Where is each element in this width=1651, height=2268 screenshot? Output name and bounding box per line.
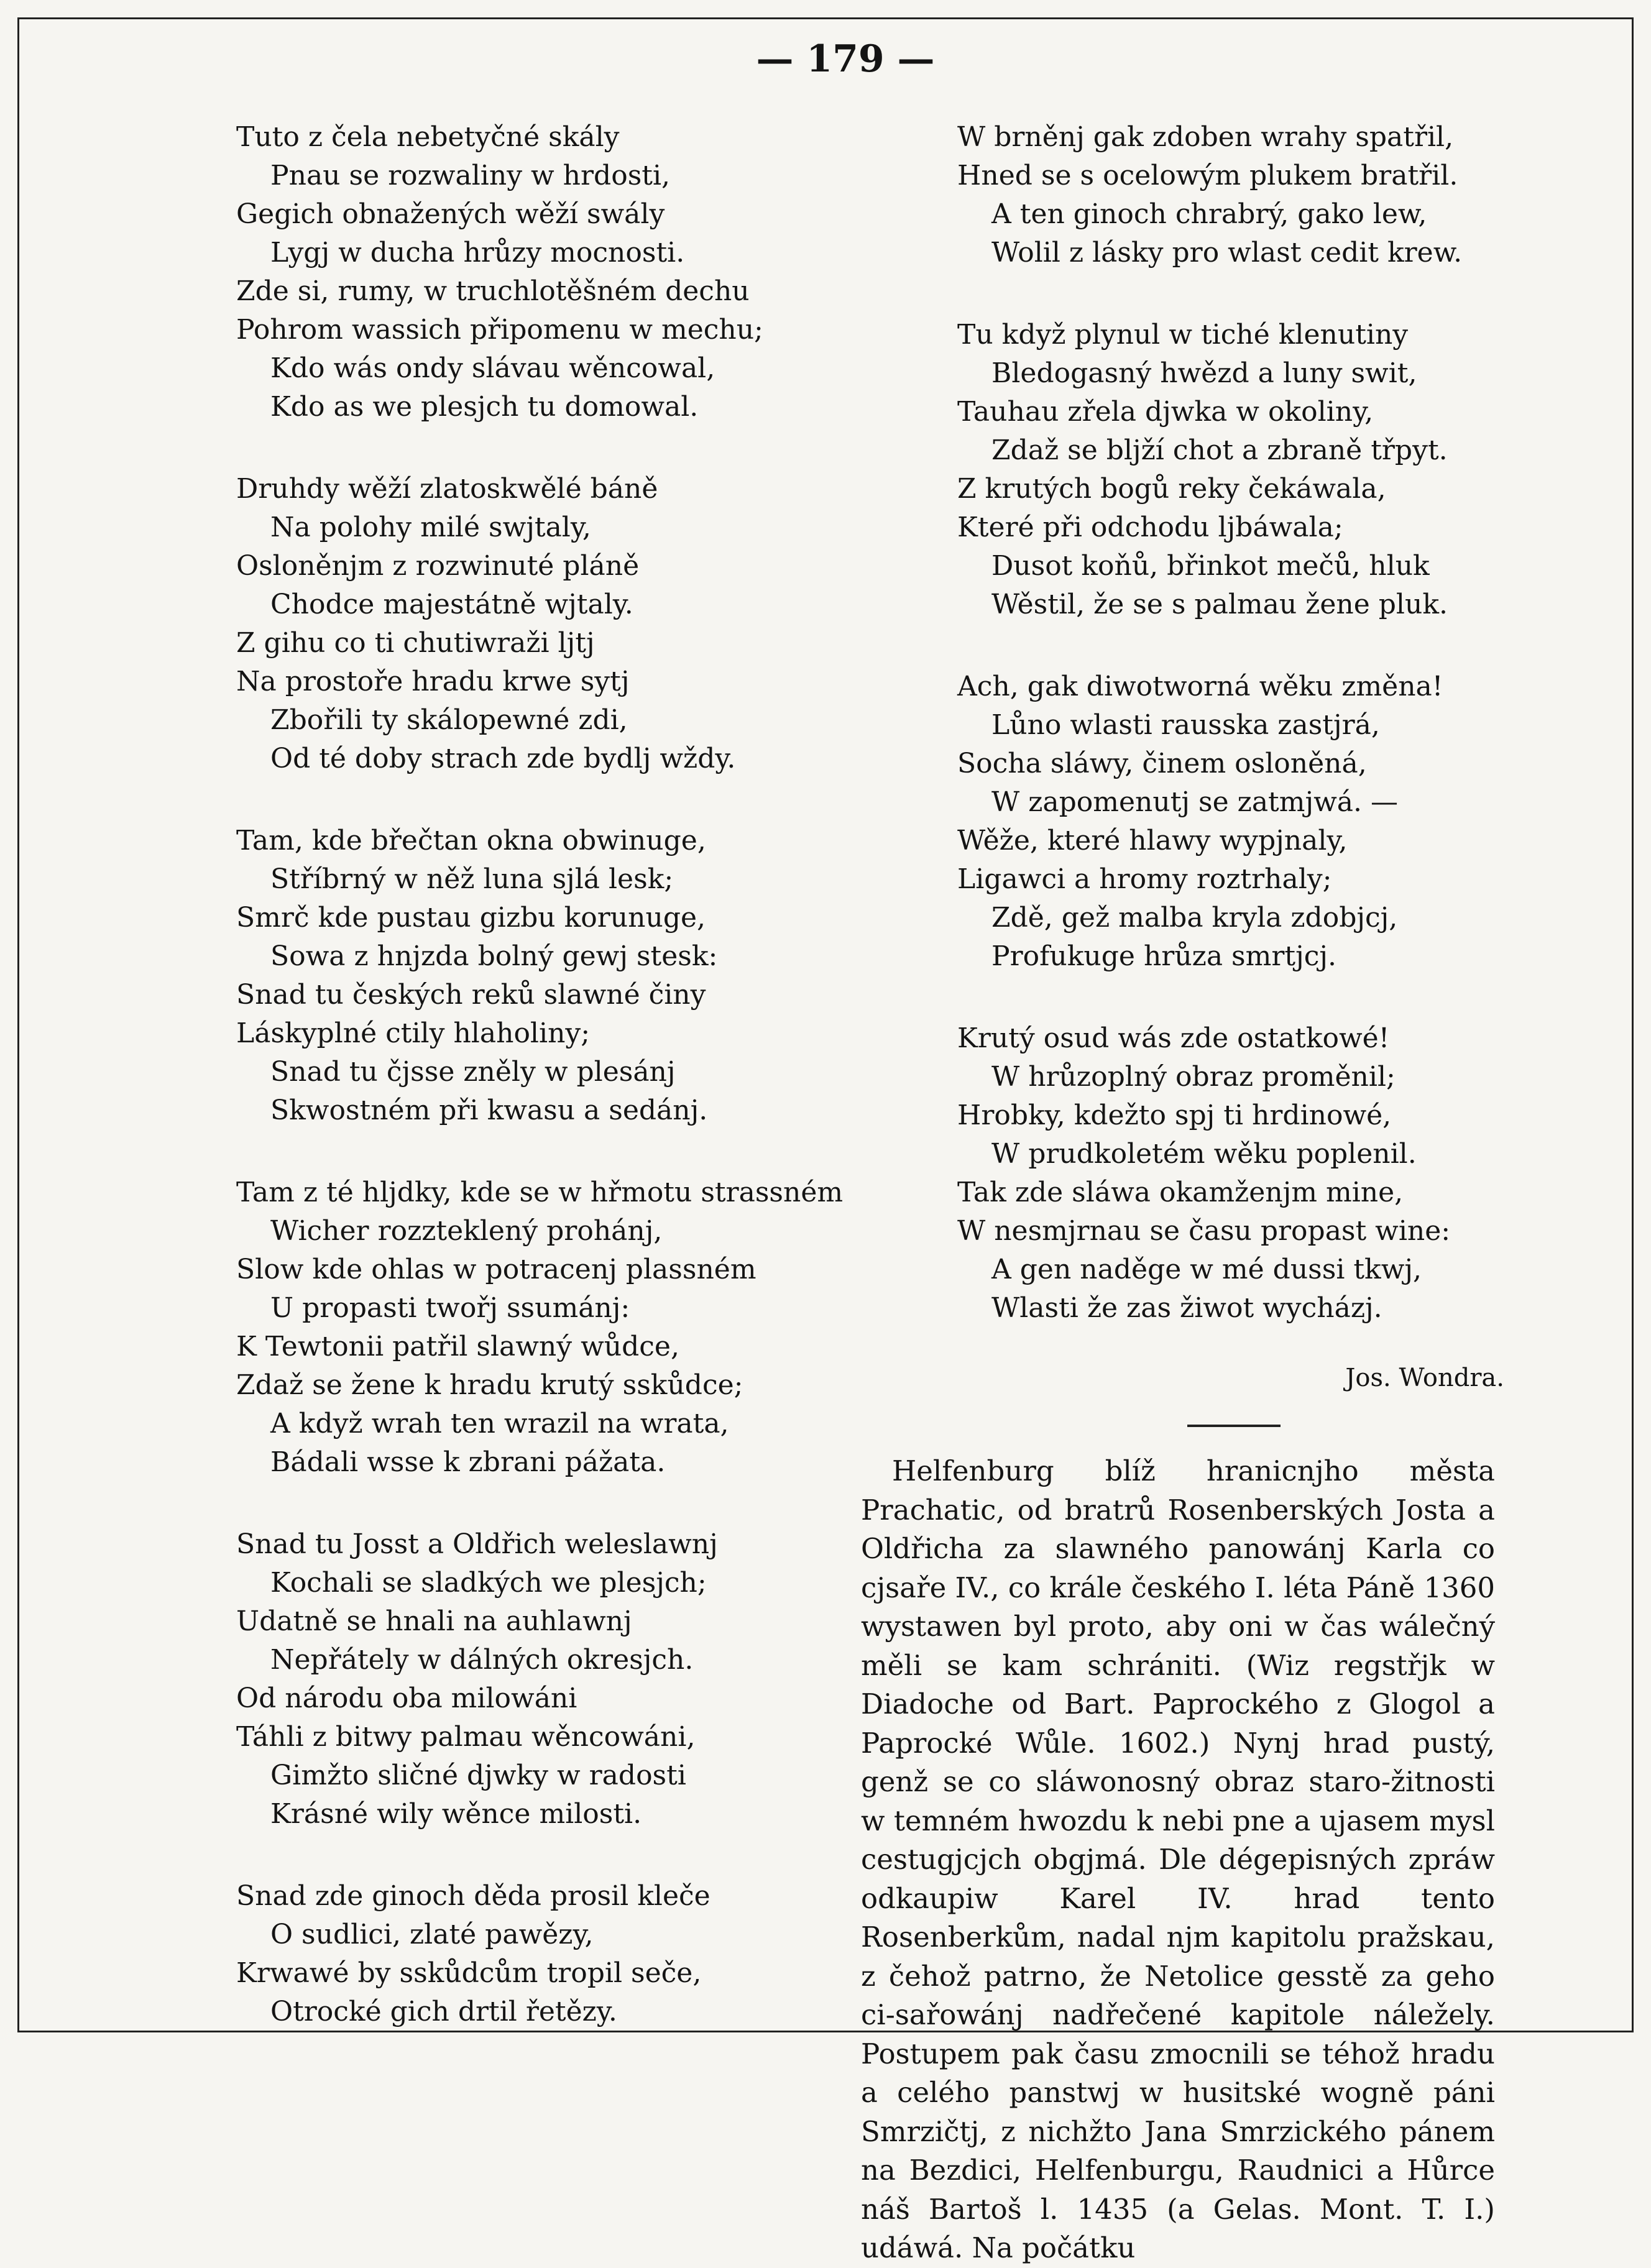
verse-line: Sowa z hnjzda bolný gewj stesk: [270, 940, 718, 972]
verse-line: W zapomenutj se zatmjwá. — [991, 786, 1398, 818]
verse-line: Z krutých bogů reky čekáwala, [957, 473, 1386, 505]
verse-line: Krwawé by sskůdcům tropil seče, [236, 1957, 702, 1989]
verse-line: Ach, gak diwotworná wěku změna! [957, 671, 1443, 702]
verse-line: Z gihu co ti chutiwraži ljtj [236, 627, 595, 659]
stanza [236, 822, 796, 1130]
verse-line: Wolil z lásky pro wlast cedit krew. [991, 237, 1463, 269]
verse-line: Dusot koňů, břinkot mečů, hluk [991, 550, 1430, 582]
verse-line: Tu když plynul w tiché klenutiny [957, 319, 1409, 351]
verse-line: Bledogasný hwězd a luny swit, [991, 357, 1417, 389]
verse-line: Zdaž se žene k hradu krutý sskůdce; [236, 1369, 743, 1401]
left-column [236, 118, 844, 2075]
verse-line: K Tewtonii patřil slawný wůdce, [236, 1331, 679, 1362]
section-divider [1187, 1425, 1281, 1427]
stanza [236, 1173, 844, 1482]
verse-line: Zde si, rumy, w truchlotěšném dechu [236, 275, 750, 307]
verse-line: Zdě, gež malba kryla zdobjcj, [991, 902, 1398, 934]
verse-line: Otrocké gich drtil řetězy. [270, 1996, 617, 2027]
page-number: — 179 — [756, 37, 935, 81]
verse-line: Na polohy milé swjtaly, [270, 512, 591, 543]
verse-line: Gimžto sličné djwky w radosti [270, 1760, 686, 1791]
verse-line: Slow kde ohlas w potracenj plassném [236, 1254, 757, 1285]
verse-line: Hrobky, kdežto spj ti hrdinowé, [957, 1100, 1392, 1131]
verse-line: Socha sláwy, činem osloněná, [957, 748, 1367, 779]
verse-line: W nesmjrnau se času propast wine: [957, 1215, 1451, 1247]
right-column [861, 118, 1554, 2268]
verse-line: Profukuge hrůza smrtjcj. [991, 940, 1336, 972]
verse-line: Snad tu českých reků slawné činy [236, 979, 706, 1011]
verse-line: Wicher rozzteklený prohánj, [270, 1215, 663, 1247]
stanza [236, 1525, 796, 1834]
verse-line: Zbořili ty skálopewné zdi, [270, 704, 628, 736]
stanza [236, 470, 796, 778]
verse-line: Ligawci a hromy roztrhaly; [957, 863, 1332, 895]
verse-line: A když wrah ten wrazil na wrata, [270, 1408, 729, 1439]
verse-line: Druhdy wěží zlatoskwělé báně [236, 473, 658, 505]
verse-line: Pnau se rozwaliny w hrdosti, [270, 160, 671, 191]
prose-paragraph: Helfenburg blíž hranicnjho města Prachatic, od bratrů Rosenberských Josta a Oldřicha za slawného panowánj Karla co cjsaře IV., co krále českého I. léta Páně 1360 wystawen byl proto, aby oni w čas wálečný měli se kam schrániti. (Wiz regstřjk w Diadoche od Bart. Paprockého z Glogol a Paprocké Wůle. 1602.) Nynj hrad pustý, genž se co sláwonosný obraz staro-žitnosti w temném hwozdu k nebi pne a ujasem mysl cestugjcjch obgjmá. Dle dégepisných zpráw odkaupiw Karel IV. hrad tento Rosenberkům, nadal njm kapitolu pražskau, z čehož patrno, že Netolice gesstě za geho ci-sařowánj nadřečené kapitole náležely. Postupem pak času zmocnili se téhož hradu a celého panstwj w husitské wogně páni Smrzičtj, z nichžto Jana Smrzického pánem na Bezdici, Helfenburgu, Raudnici a Hůrce náš Bartoš l. 1435 (a Gelas. Mont. T. I.) udáwá. Na počátku [861, 1454, 1495, 2264]
verse-line: Osloněnjm z rozwinuté pláně [236, 550, 640, 582]
verse-line: Skwostném při kwasu a sedánj. [270, 1095, 708, 1126]
verse-line: Smrč kde pustau gizbu korunuge, [236, 902, 706, 934]
stanza [957, 118, 1554, 272]
verse-line: W brněnj gak zdoben wrahy spatřil, [957, 121, 1454, 153]
verse-line: Wěstil, že se s palmau žene pluk. [991, 589, 1448, 620]
verse-line: Které při odchodu ljbáwala; [957, 512, 1343, 543]
verse-line: Krásné wily wěnce milosti. [270, 1798, 642, 1830]
verse-line: Snad tu čjsse zněly w plesánj [270, 1056, 676, 1088]
verse-line: Wlasti že zas žiwot wycházj. [991, 1292, 1382, 1324]
stanza [236, 1877, 796, 2031]
verse-line: Stříbrný w něž luna sjlá lesk; [270, 863, 674, 895]
verse-line: Nepřátely w dálných okresjch. [270, 1644, 694, 1676]
verse-line: Lůno wlasti rausska zastjrá, [991, 709, 1380, 741]
verse-line: Udatně se hnali na auhlawnj [236, 1605, 632, 1637]
verse-line: Od té doby strach zde bydlj wždy. [270, 743, 736, 774]
verse-line: Tam z té hljdky, kde se w hřmotu strassném [236, 1177, 844, 1208]
verse-line: A ten ginoch chrabrý, gako lew, [991, 198, 1427, 230]
stanza [957, 1019, 1554, 1328]
verse-line: A gen naděge w mé dussi tkwj, [991, 1254, 1422, 1285]
right-poem [957, 118, 1554, 1328]
verse-line: Snad tu Josst a Oldřich weleslawnj [236, 1528, 718, 1560]
stanza [957, 668, 1554, 976]
verse-line: W prudkoletém wěku poplenil. [991, 1138, 1417, 1170]
verse-line: Táhli z bitwy palmau wěncowáni, [236, 1721, 696, 1753]
verse-line: Od národu oba milowáni [236, 1683, 577, 1714]
verse-line: Kdo wás ondy slávau wěncowal, [270, 352, 715, 384]
verse-line: Snad zde ginoch děda prosil kleče [236, 1880, 711, 1912]
verse-line: Wěže, které hlawy wypjnaly, [957, 825, 1348, 856]
verse-line: Lygj w ducha hrůzy mocnosti. [270, 237, 685, 269]
stanza [236, 118, 796, 426]
verse-line: Gegich obnažených wěží swály [236, 198, 665, 230]
poem-signature: Jos. Wondra. [1345, 1364, 1504, 1392]
verse-line: Na prostoře hradu krwe sytj [236, 666, 630, 697]
stanza [957, 316, 1554, 624]
verse-line: Tuto z čela nebetyčné skály [236, 121, 620, 153]
verse-line: Tauhau zřela djwka w okoliny, [957, 396, 1374, 428]
verse-line: Tak zde sláwa okamženjm mine, [957, 1177, 1404, 1208]
verse-line: Bádali wsse k zbrani pážata. [270, 1446, 666, 1478]
verse-line: Kochali se sladkých we plesjch; [270, 1567, 707, 1599]
verse-line: Pohrom wassich připomenu w mechu; [236, 314, 763, 346]
verse-line: U propasti twořj ssumánj: [270, 1292, 630, 1324]
verse-line: Krutý osud wás zde ostatkowé! [957, 1022, 1390, 1054]
verse-line: W hrůzoplný obraz proměnil; [991, 1061, 1396, 1093]
verse-line: Láskyplné ctily hlaholiny; [236, 1017, 591, 1049]
verse-line: O sudlici, zlaté pawězy, [270, 1919, 594, 1950]
verse-line: Kdo as we plesjch tu domowal. [270, 391, 699, 423]
verse-line: Hned se s ocelowým plukem bratřil. [957, 160, 1458, 191]
verse-line: Zdaž se bljží chot a zbraně třpyt. [991, 434, 1448, 466]
verse-line: Tam, kde břečtan okna obwinuge, [236, 825, 706, 856]
verse-line: Chodce majestátně wjtaly. [270, 589, 633, 620]
